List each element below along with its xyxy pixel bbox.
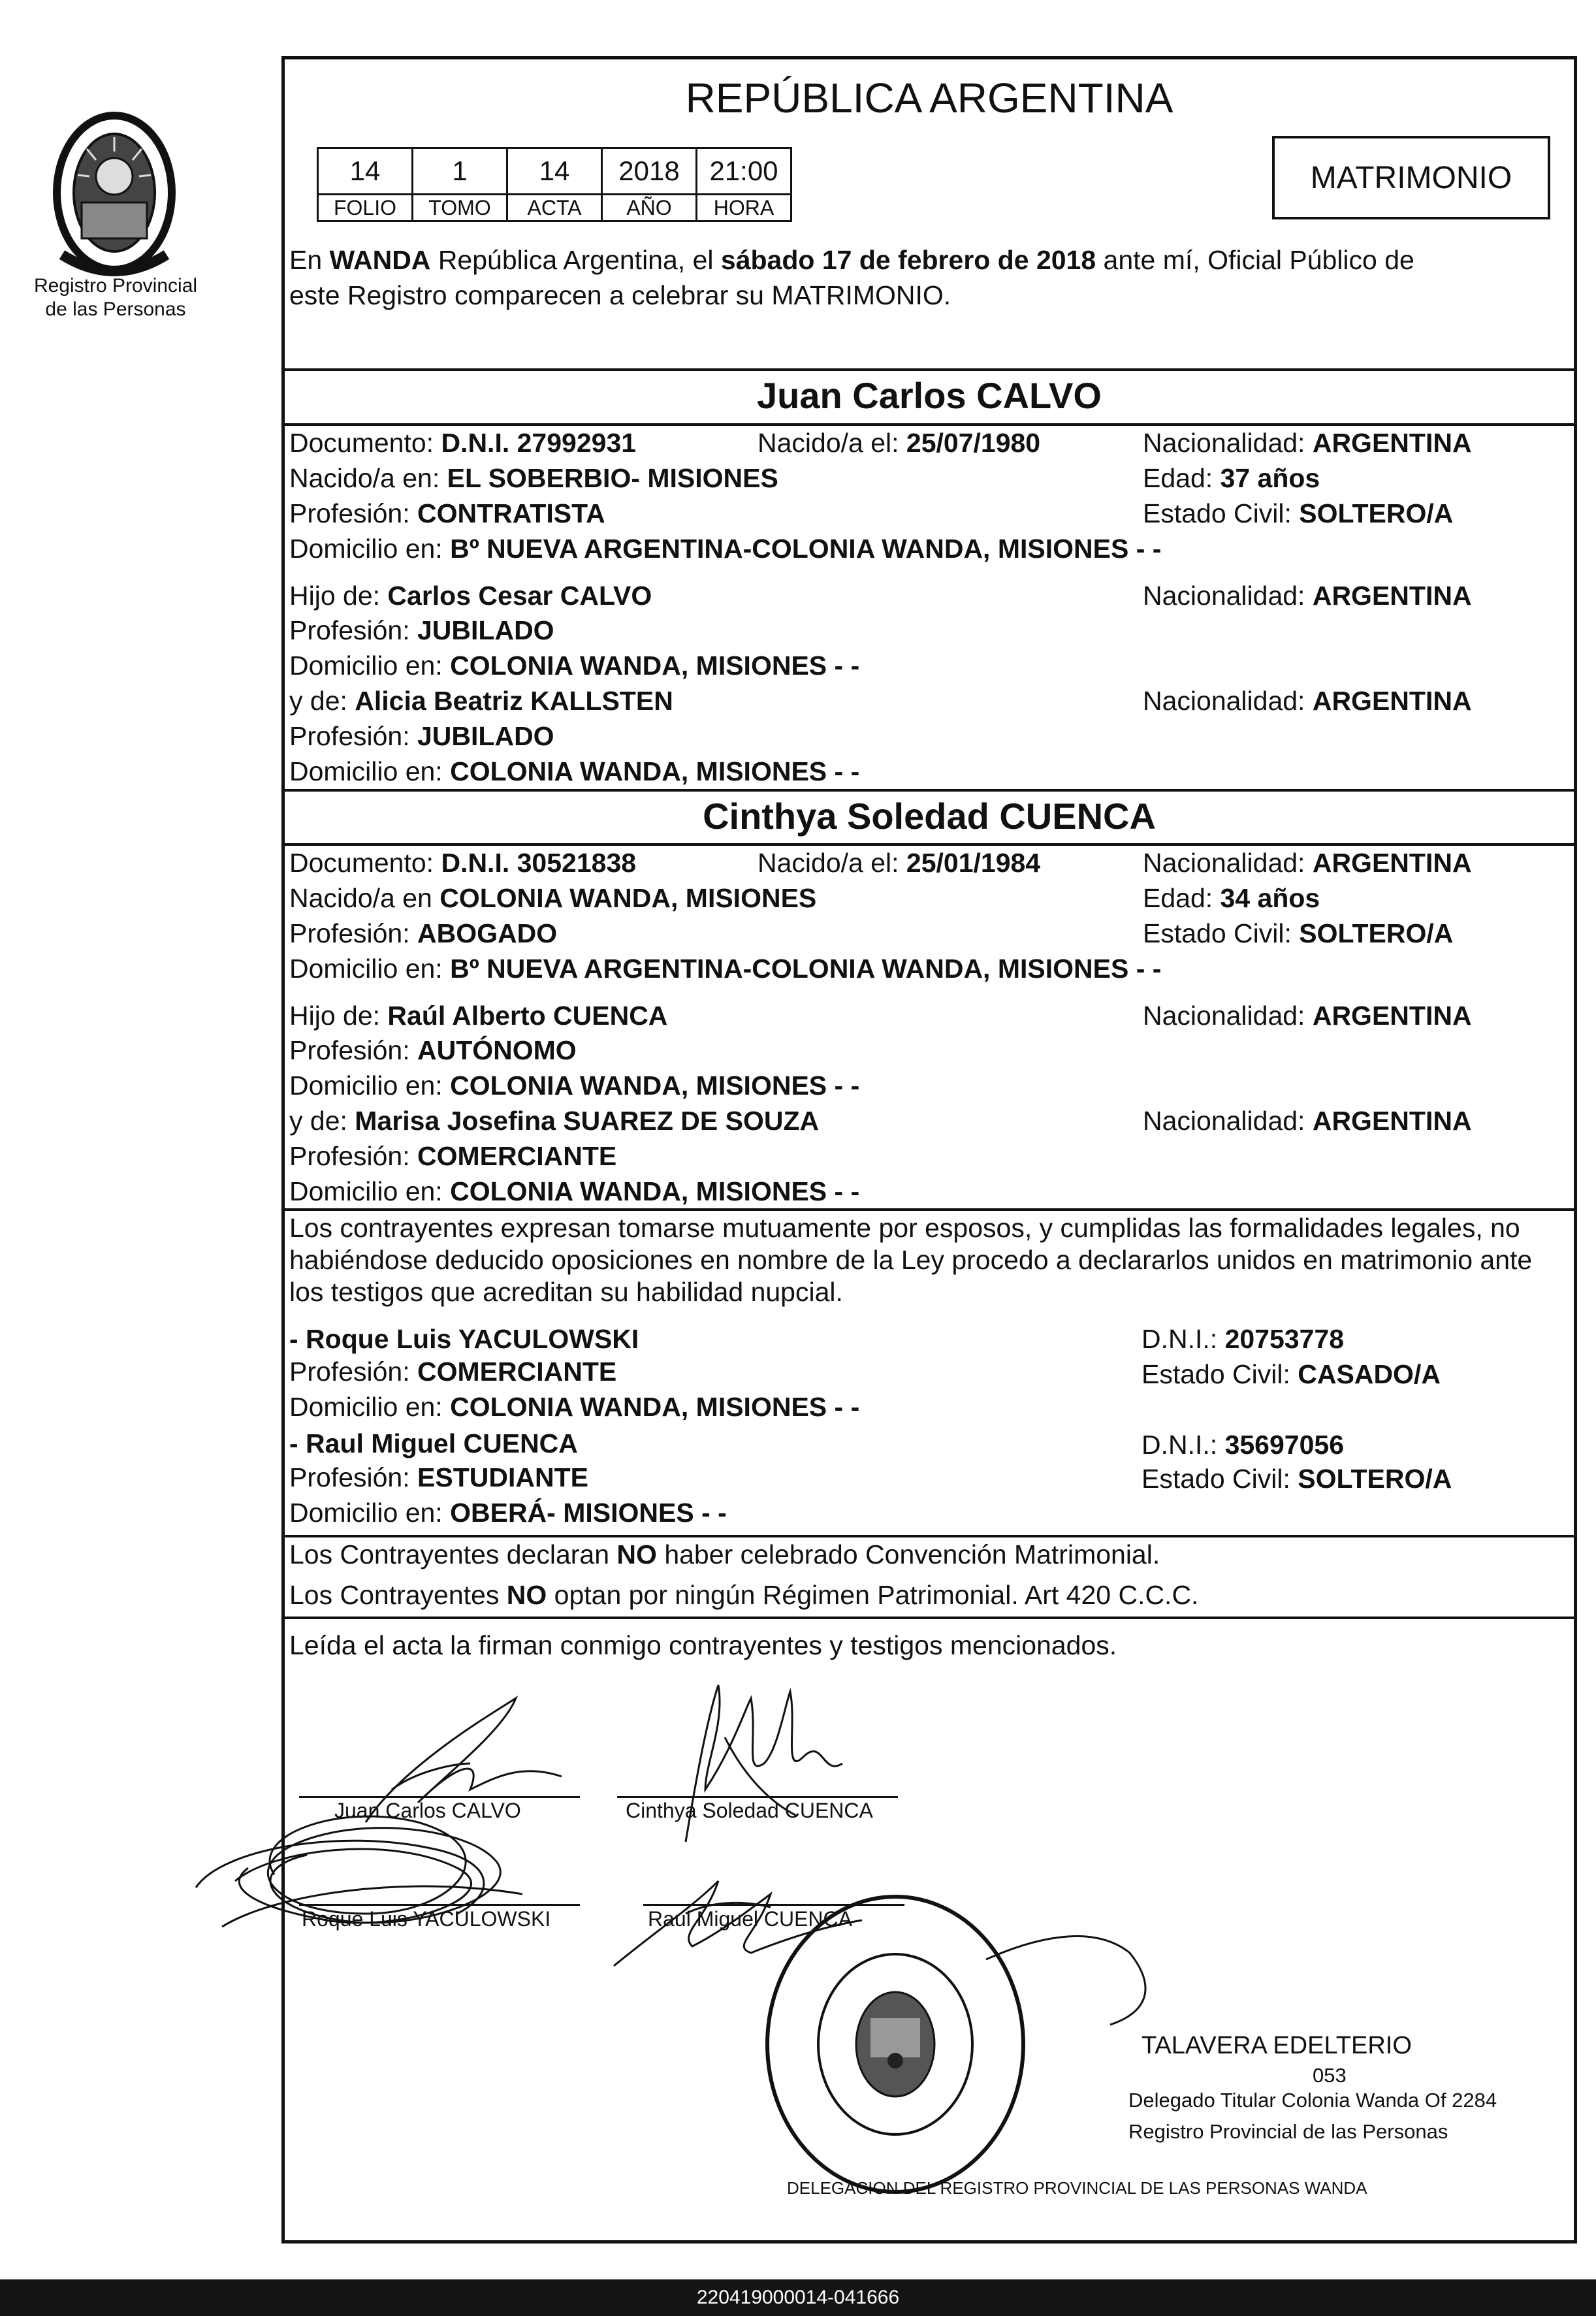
witness-2-name: - Raul Miguel CUENCA	[289, 1428, 578, 1458]
bride-father-nationality: Nacionalidad: ARGENTINA	[1143, 1001, 1472, 1031]
acta-value: 14	[507, 148, 602, 195]
signature-name-groom: Juan Carlos CALVO	[334, 1799, 521, 1822]
tomo-label: TOMO	[413, 195, 507, 221]
year-label: AÑO	[602, 195, 697, 221]
year-value: 2018	[602, 148, 697, 195]
bride-mother-address: Domicilio en: COLONIA WANDA, MISIONES - -	[289, 1176, 860, 1206]
bride-father-profession: Profesión: AUTÓNOMO	[289, 1035, 577, 1065]
intro-line-1: En WANDA República Argentina, el sábado 17 de febrero de 2018 ante mí, Oficial Público de	[289, 245, 1414, 275]
signature-name-bride: Cinthya Soledad CUENCA	[626, 1799, 873, 1822]
groom-father-profession: Profesión: JUBILADO	[289, 615, 554, 645]
witness-2-profession: Profesión: ESTUDIANTE	[289, 1462, 588, 1492]
official-stamp-line: 053	[1313, 2064, 1347, 2087]
groom-birthplace: Nacido/a en: EL SOBERBIO- MISIONES	[289, 463, 778, 493]
bride-birthplace: Nacido/a en COLONIA WANDA, MISIONES	[289, 883, 817, 913]
intro-line-2: este Registro comparecen a celebrar su MATRIMONIO.	[289, 280, 951, 310]
groom-profession: Profesión: CONTRATISTA	[289, 498, 605, 528]
official-name: TALAVERA EDELTERIO	[1141, 2032, 1412, 2059]
groom-mother-address: Domicilio en: COLONIA WANDA, MISIONES - -	[289, 756, 860, 786]
bride-civil-status: Estado Civil: SOLTERO/A	[1143, 918, 1454, 948]
bride-name-heading: Cinthya Soledad CUENCA	[703, 796, 1156, 837]
groom-father: Hijo de: Carlos Cesar CALVO	[289, 581, 652, 611]
witness-1-civil-status: Estado Civil: CASADO/A	[1141, 1359, 1441, 1389]
witness-1-profession: Profesión: COMERCIANTE	[289, 1357, 617, 1387]
official-round-seal-icon	[761, 1891, 1030, 2198]
bride-document: Documento: D.N.I. 30521838	[289, 848, 637, 878]
bride-address: Domicilio en: Bº NUEVA ARGENTINA-COLONIA WANDA, MISIONES - -	[289, 954, 1162, 984]
hour-label: HORA	[697, 195, 791, 221]
bride-father: Hijo de: Raúl Alberto CUENCA	[289, 1001, 668, 1031]
bride-mother: y de: Marisa Josefina SUAREZ DE SOUZA	[289, 1106, 820, 1136]
groom-address: Domicilio en: Bº NUEVA ARGENTINA-COLONIA WANDA, MISIONES - -	[289, 534, 1162, 564]
logo-caption: Registro Provincial	[33, 275, 198, 297]
folio-label: FOLIO	[318, 195, 413, 221]
groom-age: Edad: 37 años	[1143, 463, 1320, 493]
groom-father-nationality: Nacionalidad: ARGENTINA	[1143, 581, 1472, 611]
provincia-de-misiones-seal-icon	[36, 98, 193, 287]
divider	[281, 368, 1577, 371]
closing-statement: Leída el acta la firman conmigo contrayentes y testigos mencionados.	[289, 1630, 1117, 1660]
bride-father-address: Domicilio en: COLONIA WANDA, MISIONES - -	[289, 1070, 860, 1101]
bride-nationality: Nacionalidad: ARGENTINA	[1143, 848, 1472, 878]
bride-profession: Profesión: ABOGADO	[289, 918, 558, 948]
declaration-line: los testigos que acreditan su habilidad nupcial.	[289, 1277, 843, 1307]
seal-text: DELEGACION DEL REGISTRO PROVINCIAL DE LAS PERSONAS WANDA	[787, 2178, 1367, 2198]
groom-birthdate: Nacido/a el: 25/07/1980	[758, 428, 1041, 458]
groom-mother-profession: Profesión: JUBILADO	[289, 721, 554, 751]
witness-2-civil-status: Estado Civil: SOLTERO/A	[1141, 1464, 1452, 1494]
groom-nationality: Nacionalidad: ARGENTINA	[1143, 428, 1472, 458]
hour-value: 21:00	[697, 148, 791, 195]
groom-mother: y de: Alicia Beatriz KALLSTEN	[289, 686, 673, 716]
footer-barcode-text: 220419000014-041666	[0, 2279, 1596, 2316]
declaration-line: Los contrayentes expresan tomarse mutuamente por esposos, y cumplidas las formalidades legales, no	[289, 1213, 1520, 1243]
divider	[281, 1616, 1577, 1619]
convention-statement: Los Contrayentes declaran NO haber celebrado Convención Matrimonial.	[289, 1539, 1160, 1569]
signature-name-witness-2: Raul Miguel CUENCA	[648, 1907, 852, 1931]
acta-label: ACTA	[507, 195, 602, 221]
witness-1-dni: D.N.I.: 20753778	[1141, 1324, 1344, 1354]
declaration-line: habiéndose deducido oposiciones en nombre de la Ley procedo a declararlos unidos en matrimonio ante	[289, 1245, 1533, 1275]
tomo-value: 1	[413, 148, 507, 195]
groom-mother-nationality: Nacionalidad: ARGENTINA	[1143, 686, 1472, 716]
regime-statement: Los Contrayentes NO optan por ningún Régimen Patrimonial. Art 420 C.C.C.	[289, 1580, 1199, 1610]
record-type-box: MATRIMONIO	[1272, 136, 1550, 219]
official-office: Registro Provincial de las Personas	[1128, 2120, 1448, 2143]
signature-name-witness-1: Roque Luis YACULOWSKI	[302, 1907, 551, 1931]
groom-name-heading: Juan Carlos CALVO	[757, 375, 1102, 416]
witness-2-address: Domicilio en: OBERÁ- MISIONES - -	[289, 1498, 727, 1528]
groom-document: Documento: D.N.I. 27992931	[289, 428, 637, 458]
groom-father-address: Domicilio en: COLONIA WANDA, MISIONES - -	[289, 651, 860, 681]
bride-age: Edad: 34 años	[1143, 883, 1320, 913]
record-index-table	[317, 147, 792, 222]
witness-1-name: - Roque Luis YACULOWSKI	[289, 1324, 639, 1354]
logo-caption: de las Personas	[45, 298, 186, 320]
bride-mother-nationality: Nacionalidad: ARGENTINA	[1143, 1106, 1472, 1136]
witness-2-dni: D.N.I.: 35697056	[1141, 1430, 1344, 1460]
groom-civil-status: Estado Civil: SOLTERO/A	[1143, 498, 1454, 528]
folio-value: 14	[318, 148, 413, 195]
bride-birthdate: Nacido/a el: 25/01/1984	[758, 848, 1041, 878]
divider	[281, 789, 1577, 792]
witness-1-address: Domicilio en: COLONIA WANDA, MISIONES - -	[289, 1392, 860, 1422]
page-title: REPÚBLICA ARGENTINA	[685, 74, 1173, 121]
official-title: Delegado Titular Colonia Wanda Of 2284	[1128, 2089, 1497, 2112]
bride-mother-profession: Profesión: COMERCIANTE	[289, 1141, 617, 1171]
